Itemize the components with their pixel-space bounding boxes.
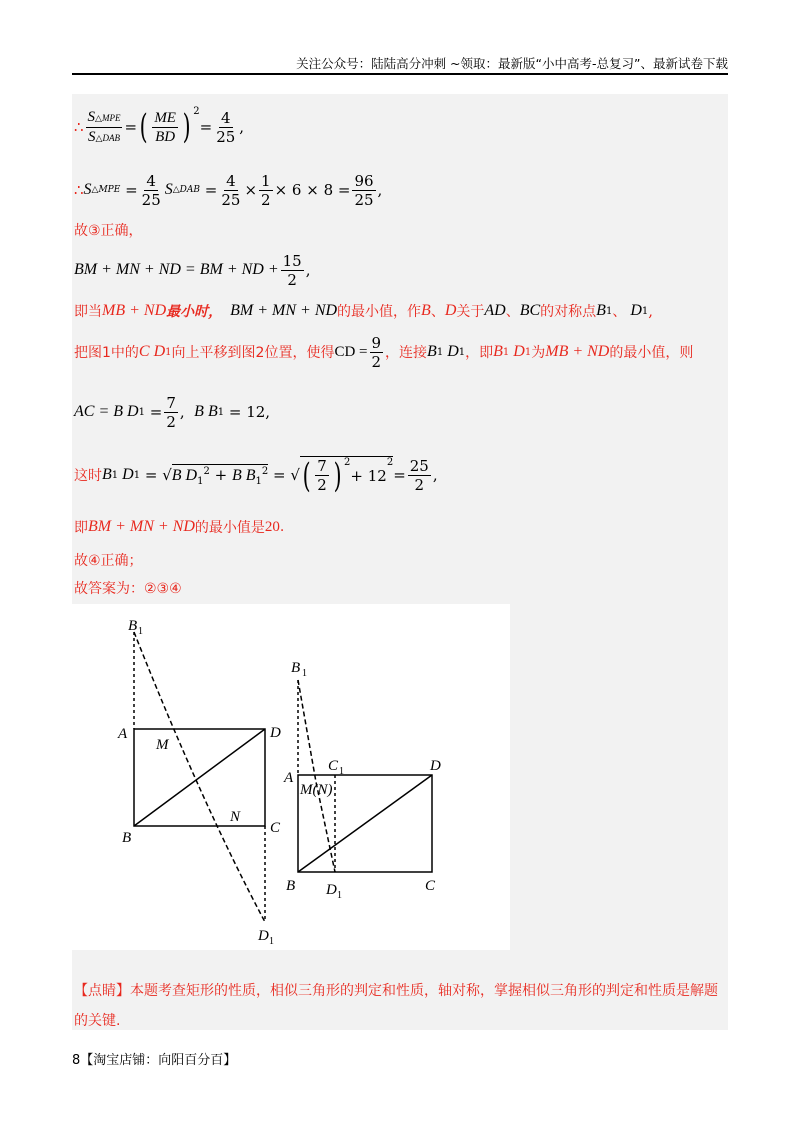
conclusion-4: 故④正确； xyxy=(74,553,143,569)
figure-1 xyxy=(134,632,265,922)
svg-text:B: B xyxy=(122,830,132,846)
svg-text:1: 1 xyxy=(337,890,342,901)
answer-line: 故答案为：②③④ xyxy=(74,581,182,597)
reflection-text-line: 即当 MB + ND 最小时， BM + MN + ND 的最小值，作 B 、 D 关于 AD 、 BC 的对称点 B 1 、 D 1 , xyxy=(74,302,654,320)
svg-text:C: C xyxy=(270,820,281,836)
result-fraction: $\frac{4}{25}$ xyxy=(216,108,236,146)
svg-text:C: C xyxy=(328,758,339,774)
page-header: 关注公众号：陆陆高分冲刺 ~领取：最新版“小中高考-总复习”、最新试卷下载 xyxy=(296,56,728,71)
svg-text:D: D xyxy=(326,882,337,898)
svg-text:B: B xyxy=(286,878,296,894)
geometry-figure xyxy=(72,604,510,950)
svg-text:D: D xyxy=(270,725,281,741)
area-ratio-fraction: $\frac{\text{S△MPE}}{\text{S△DAB}}$ xyxy=(87,108,121,145)
page-footer: 8【淘宝店铺：向阳百分百】 xyxy=(72,1053,237,1068)
conclusion-3: 故③正确， xyxy=(74,223,143,239)
svg-text:A: A xyxy=(118,726,128,742)
formula-lengths-line: AC = B D 1 = $\frac{7}{2}$ , B B 1 = 12, xyxy=(74,393,271,431)
svg-text:D: D xyxy=(430,758,441,774)
figure-2 xyxy=(298,680,432,872)
formula-ratio-line: ∴ $\frac{\text{S△MPE}}{\text{S△DAB}}$ = ( $\frac{ME}{BD}$ ) $^2$ = $\frac{4}{25}$ , xyxy=(74,106,245,147)
svg-text:D: D xyxy=(258,928,269,944)
svg-text:A: A xyxy=(284,770,294,786)
side-ratio-fraction: $\frac{ME}{BD}$ xyxy=(154,109,176,145)
svg-text:B: B xyxy=(128,618,138,634)
formula-area-line: ∴ S △MPE = $\frac{4}{25}$ S △DAB = $\frac{4}{25}$ × $\frac{1}{2}$ × 6 × 8 = $\frac{96}{25}$ , xyxy=(74,171,383,209)
svg-text:1: 1 xyxy=(269,936,274,947)
svg-text:1: 1 xyxy=(339,766,344,777)
minimum-value-line: 即 BM + MN + ND 的最小值是 20 . xyxy=(74,518,285,536)
header-rule xyxy=(72,73,728,75)
key-point-comment: 【点睛】本题考查矩形的性质，相似三角形的判定和性质，轴对称，掌握相似三角形的判定和性质是解题的关键. xyxy=(74,983,718,1029)
svg-text:1: 1 xyxy=(138,626,143,637)
svg-text:N: N xyxy=(230,809,241,825)
formula-distance-line: 这时 B 1 D 1 = √ B $D_1^2 + B$ $B_1^2$ = √ ( $\frac{7}{2}$ ) $^2$ + 12 $^2$ = $\frac{25}{2}$ , xyxy=(74,455,438,496)
svg-text:1: 1 xyxy=(302,668,307,679)
figure-1-labels xyxy=(117,618,281,947)
svg-text:M: M xyxy=(156,737,169,753)
svg-text:B: B xyxy=(291,660,301,676)
svg-text:C: C xyxy=(425,878,436,894)
formula-sum-line: BM + MN + ND = BM + ND + $\frac{15}{2}$ , xyxy=(74,251,311,289)
svg-text:M(N): M(N) xyxy=(300,782,333,798)
translation-text-line: 把图1中的 C D 1 向上平移到图2位置，使得 CD = $\frac{9}{2}$ ，连接 B 1 D 1 ，即 B 1 D 1 为 MB + ND 的最小值，则 xyxy=(74,333,694,371)
